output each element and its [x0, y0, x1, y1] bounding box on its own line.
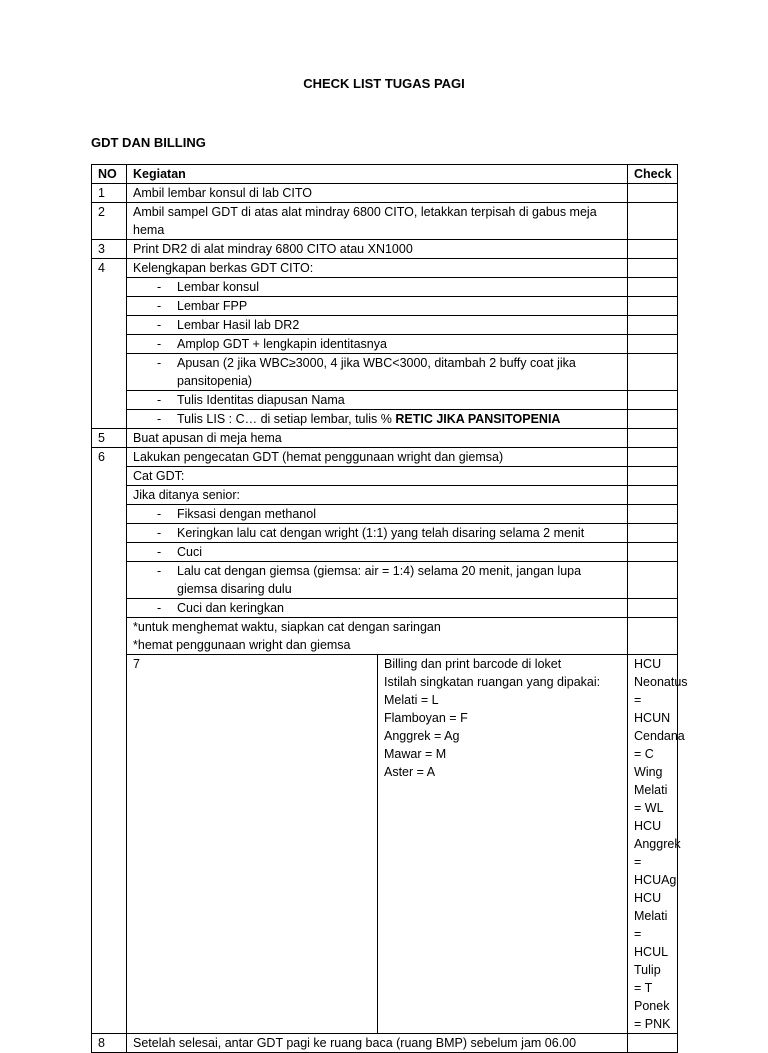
header-activity: Kegiatan — [127, 165, 628, 184]
bullet-dash: - — [157, 356, 162, 370]
table-row — [92, 203, 678, 240]
check-cell[interactable] — [628, 354, 678, 391]
sub-item-row — [92, 467, 678, 486]
sub-item-row — [92, 543, 678, 562]
check-cell[interactable] — [628, 297, 678, 316]
sub-item-text: Tulis LIS : C… di setiap lembar, tulis % — [177, 412, 396, 426]
sub-item-row — [92, 297, 678, 316]
sub-item-row — [92, 410, 678, 429]
sub-item-emphasis: RETIC JIKA PANSITOPENIA — [395, 412, 561, 426]
sub-heading-text: Cat GDT: — [127, 467, 628, 486]
check-cell[interactable] — [628, 467, 678, 486]
activity-text: Setelah selesai, antar GDT pagi ke ruang baca (ruang BMP) sebelum jam 06.00 — [127, 1034, 628, 1053]
activity-text: Buat apusan di meja hema — [127, 429, 628, 448]
abbrev-item: HCU Neonatus = HCUN — [634, 657, 688, 725]
check-cell[interactable] — [628, 1034, 678, 1053]
abbrev-right-column — [628, 655, 688, 1034]
sub-item-text: Cuci — [177, 545, 203, 559]
row-number: 1 — [92, 184, 127, 203]
table-row — [92, 1034, 678, 1053]
activity-text: Print DR2 di alat mindray 6800 CITO atau XN1000 — [127, 240, 628, 259]
bullet-dash: - — [157, 393, 162, 407]
abbrev-item: Aster = A — [384, 765, 436, 779]
check-cell[interactable] — [628, 599, 678, 618]
sub-item-row — [92, 354, 678, 391]
row-number: 6 — [92, 448, 127, 1034]
sub-item-text: Fiksasi dengan methanol — [177, 507, 316, 521]
bullet-dash: - — [157, 545, 162, 559]
abbrev-item: Cendana = C — [634, 729, 685, 761]
bullet-dash: - — [157, 412, 162, 426]
abbrev-intro-text: Istilah singkatan ruangan yang dipakai: — [384, 675, 601, 689]
sub-item-row — [92, 486, 678, 505]
abbrev-item: Melati = L — [384, 693, 439, 707]
sub-item-text: Lembar FPP — [177, 299, 248, 313]
check-cell[interactable] — [628, 259, 678, 278]
bullet-dash: - — [157, 507, 162, 521]
bullet-dash: - — [157, 337, 162, 351]
check-cell[interactable] — [628, 486, 678, 505]
check-cell[interactable] — [628, 203, 678, 240]
bullet-dash: - — [157, 299, 162, 313]
sub-item-text: Cuci dan keringkan — [177, 601, 285, 615]
activity-text: Lakukan pengecatan GDT (hemat penggunaan wright dan giemsa) — [127, 448, 628, 467]
table-row — [92, 259, 678, 278]
check-cell[interactable] — [628, 618, 678, 655]
bullet-dash: - — [157, 564, 162, 578]
abbrev-item: HCU Anggrek = HCUAg — [634, 819, 681, 887]
abbrev-item: Anggrek = Ag — [384, 729, 460, 743]
check-cell[interactable] — [628, 391, 678, 410]
table-row — [92, 240, 678, 259]
table-row — [92, 184, 678, 203]
sub-item-row — [92, 505, 678, 524]
activity-text: Kelengkapan berkas GDT CITO: — [127, 259, 628, 278]
sub-item-text: Amplop GDT + lengkapin identitasnya — [177, 337, 387, 351]
activity-text: Ambil sampel GDT di atas alat mindray 6800 CITO, letakkan terpisah di gabus meja hema — [127, 203, 628, 240]
row-number: 3 — [92, 240, 127, 259]
abbrev-left-column — [378, 655, 628, 1034]
check-cell[interactable] — [628, 410, 678, 429]
bullet-dash: - — [157, 280, 162, 294]
abbrev-item: Tulip = T — [634, 963, 661, 995]
abbrev-item: Mawar = M — [384, 747, 447, 761]
check-cell[interactable] — [628, 448, 678, 467]
check-cell[interactable] — [628, 316, 678, 335]
sub-item-text: Apusan (2 jika WBC≥3000, 4 jika WBC<3000, ditambah 2 buffy coat jika pansitopenia) — [177, 356, 576, 388]
section-heading: GDT DAN BILLING — [91, 135, 206, 150]
sub-item-row — [92, 524, 678, 543]
sub-item-row — [92, 316, 678, 335]
note-text: *hemat penggunaan wright dan giemsa — [133, 638, 351, 652]
header-check: Check — [628, 165, 678, 184]
sub-item-row — [92, 278, 678, 297]
row-number: 5 — [92, 429, 127, 448]
page-title: CHECK LIST TUGAS PAGI — [303, 76, 465, 91]
note-text: *untuk menghemat waktu, siapkan cat dengan saringan — [133, 620, 441, 634]
sub-heading-text: Jika ditanya senior: — [127, 486, 628, 505]
header-no: NO — [92, 165, 127, 184]
abbrev-item: Wing Melati = WL — [634, 765, 668, 815]
check-cell[interactable] — [628, 562, 678, 599]
check-cell[interactable] — [628, 429, 678, 448]
bullet-dash: - — [157, 601, 162, 615]
activity-text: Ambil lembar konsul di lab CITO — [127, 184, 628, 203]
row-number: 8 — [92, 1034, 127, 1053]
bullet-dash: - — [157, 318, 162, 332]
check-cell[interactable] — [628, 335, 678, 354]
checklist-table — [91, 164, 688, 1053]
check-cell[interactable] — [628, 278, 678, 297]
abbrev-item: HCU Melati = HCUL — [634, 891, 669, 959]
row-number: 4 — [92, 259, 127, 429]
table-header-row — [92, 165, 678, 184]
sub-item-row — [92, 562, 678, 599]
row-number: 2 — [92, 203, 127, 240]
sub-item-row — [92, 335, 678, 354]
check-cell[interactable] — [628, 184, 678, 203]
abbrev-item: Ponek = PNK — [634, 999, 671, 1031]
check-cell[interactable] — [628, 543, 678, 562]
sub-item-row — [92, 391, 678, 410]
row-number: 7 — [127, 655, 378, 1034]
abbrev-item: Flamboyan = F — [384, 711, 468, 725]
sub-item-text: Lalu cat dengan giemsa (giemsa: air = 1:4) selama 20 menit, jangan lupa giemsa disaring dulu — [177, 564, 582, 596]
table-row — [92, 429, 678, 448]
bullet-dash: - — [157, 526, 162, 540]
table-row — [92, 655, 678, 1034]
sub-item-row — [92, 599, 678, 618]
sub-item-text: Keringkan lalu cat dengan wright (1:1) yang telah disaring selama 2 menit — [177, 526, 585, 540]
sub-item-text: Lembar konsul — [177, 280, 259, 294]
sub-item-text: Tulis Identitas diapusan Nama — [177, 393, 345, 407]
notes-row — [92, 618, 678, 655]
check-cell[interactable] — [628, 240, 678, 259]
table-row — [92, 448, 678, 467]
check-cell[interactable] — [628, 524, 678, 543]
billing-text: Billing dan print barcode di loket — [384, 657, 562, 671]
check-cell[interactable] — [628, 505, 678, 524]
sub-item-text: Lembar Hasil lab DR2 — [177, 318, 300, 332]
